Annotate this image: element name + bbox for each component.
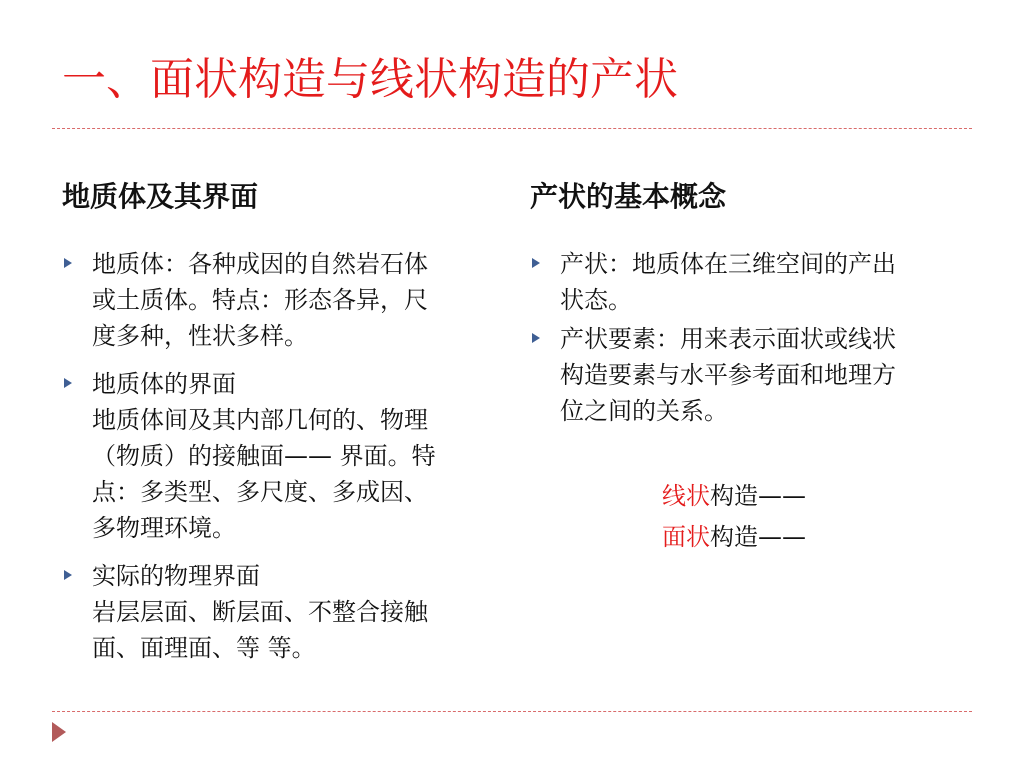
right-heading: 产状的基本概念 xyxy=(530,180,727,213)
bullet-item xyxy=(62,366,492,546)
planar-highlight: 面状 xyxy=(662,523,710,551)
bullet-text-line: 或土质体。特点：形态各异，尺 xyxy=(92,286,428,314)
linear-rest: 构造—— xyxy=(710,482,806,510)
bullet-text-line: 产状要素：用来表示面状或线状 xyxy=(560,325,896,353)
planar-structure-label xyxy=(662,519,806,555)
bullet-triangle-icon xyxy=(532,258,540,268)
bullet-text-line: 产状：地质体在三维空间的产出 xyxy=(560,250,896,278)
linear-structure-label xyxy=(662,478,806,514)
slide-title: 一、面状构造与线状构造的产状 xyxy=(62,54,678,105)
bullet-text-line: 点：多类型、多尺度、多成因、 xyxy=(92,478,428,506)
bullet-text-line: 地质体的界面 xyxy=(92,370,236,398)
planar-rest: 构造—— xyxy=(710,523,806,551)
bullet-item xyxy=(62,558,492,666)
bottom-divider xyxy=(52,711,972,712)
bullet-text-line: 岩层层面、断层面、不整合接触 xyxy=(92,598,428,626)
bullet-text-line: 实际的物理界面 xyxy=(92,562,260,590)
bullet-text-line: 地质体间及其内部几何的、物理 xyxy=(92,406,428,434)
right-bullet-list xyxy=(530,246,970,432)
bullet-text-line: 构造要素与水平参考面和地理方 xyxy=(560,361,896,389)
top-divider xyxy=(52,128,972,129)
bullet-item xyxy=(530,321,970,429)
left-heading: 地质体及其界面 xyxy=(62,180,259,213)
bullet-text-line: 面、面理面、等 等。 xyxy=(92,634,316,662)
bullet-text-line: （物质）的接触面—— 界面。特 xyxy=(92,442,436,470)
nav-triangle-icon[interactable] xyxy=(52,722,66,742)
linear-highlight: 线状 xyxy=(662,482,710,510)
bullet-item xyxy=(62,246,492,354)
bullet-text-line: 度多种，性状多样。 xyxy=(92,322,308,350)
bullet-triangle-icon xyxy=(64,378,72,388)
bullet-triangle-icon xyxy=(64,570,72,580)
bullet-item xyxy=(530,246,970,318)
bullet-triangle-icon xyxy=(64,258,72,268)
left-bullet-list xyxy=(62,246,492,678)
bullet-text-line: 位之间的关系。 xyxy=(560,397,728,425)
bullet-text-line: 多物理环境。 xyxy=(92,514,236,542)
bullet-text-line: 地质体：各种成因的自然岩石体 xyxy=(92,250,428,278)
bullet-text-line: 状态。 xyxy=(560,286,632,314)
bullet-triangle-icon xyxy=(532,333,540,343)
